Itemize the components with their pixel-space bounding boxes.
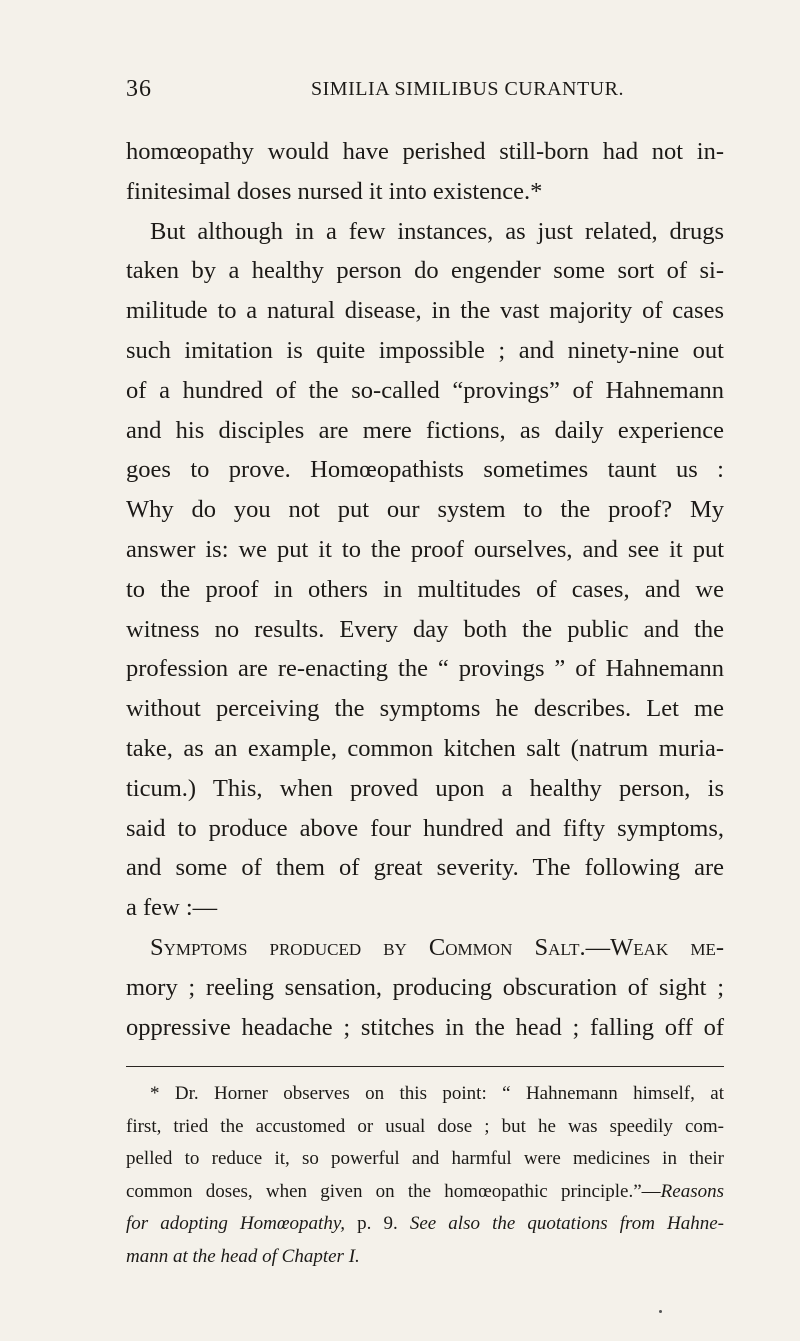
text-line: oppressive headache ; stitches in the head ; falling off of <box>126 1013 724 1041</box>
text-line: mory ; reeling sensation, producing obscuration of sight ; <box>126 973 724 1001</box>
text-line: homœopathy would have perished still-born had not in- <box>126 138 724 165</box>
text-line: answer is: we put it to the proof ourselves, and see it put <box>126 535 724 563</box>
text-line: and some of them of great severity. The following are <box>126 854 724 882</box>
footnote-line: mann at the head of Chapter I. <box>126 1245 360 1267</box>
footnote-line <box>126 1176 724 1209</box>
text-line: such imitation is quite impossible ; and ninety-nine out <box>126 336 724 364</box>
footnote-text: p. 9. <box>344 1213 410 1234</box>
text-line: witness no results. Every day both the public and the <box>126 615 724 643</box>
footnote-divider <box>126 1066 724 1067</box>
text-line: of a hundred of the so-called “provings” of Hahnemann <box>126 376 724 404</box>
text-line: militude to a natural disease, in the vast majority of cases <box>126 297 724 325</box>
footnote-line: first, tried the accustomed or usual dose ; but he was speedily com- <box>126 1115 724 1137</box>
text-line: But although in a few instances, as just related, drugs <box>150 217 724 245</box>
running-title: SIMILIA SIMILIBUS CURANTUR. <box>311 78 624 100</box>
footnote-line <box>126 1208 724 1241</box>
text-line: Why do you not put our system to the proof? My <box>126 496 724 524</box>
text-line: a few :— <box>126 894 218 922</box>
footnote-citation: See also the quotations from Hahne- <box>409 1213 725 1234</box>
footnote-line: * Dr. Horner observes on this point: “ Hahnemann himself, at <box>150 1083 724 1104</box>
text-line: profession are re-enacting the “ provings ” of Hahnemann <box>126 655 724 683</box>
text-line: take, as an example, common kitchen salt (natrum muria- <box>126 734 724 762</box>
text-line: goes to prove. Homœopathists sometimes taunt us : <box>126 456 724 484</box>
text-line: taken by a healthy person do engender some sort of si- <box>126 257 724 285</box>
text-line: to the proof in others in multitudes of cases, and we <box>126 575 724 603</box>
body-text <box>126 132 724 1047</box>
footnote-text: common doses, when given on the homœopathic principle.”— <box>126 1180 661 1202</box>
text-line: said to produce above four hundred and fifty symptoms, <box>126 814 724 842</box>
text-line: without perceiving the symptoms he describes. Let me <box>126 695 724 723</box>
text-line: ticum.) This, when proved upon a healthy person, is <box>126 774 724 802</box>
page-header <box>126 76 726 116</box>
section-heading-line: Symptoms produced by Common Salt.—Weak me- <box>150 933 724 961</box>
footnote-citation: for adopting Homœopathy, <box>126 1213 345 1234</box>
print-mark <box>659 1310 662 1313</box>
page-number: 36 <box>126 76 152 102</box>
footnote <box>126 1078 724 1273</box>
text-line: and his disciples are mere fictions, as daily experience <box>126 416 724 444</box>
text-line: finitesimal doses nursed it into existence.* <box>126 177 543 205</box>
footnote-citation: Reasons <box>660 1180 724 1202</box>
footnote-line: pelled to reduce it, so powerful and harmful were medicines in their <box>126 1148 724 1169</box>
